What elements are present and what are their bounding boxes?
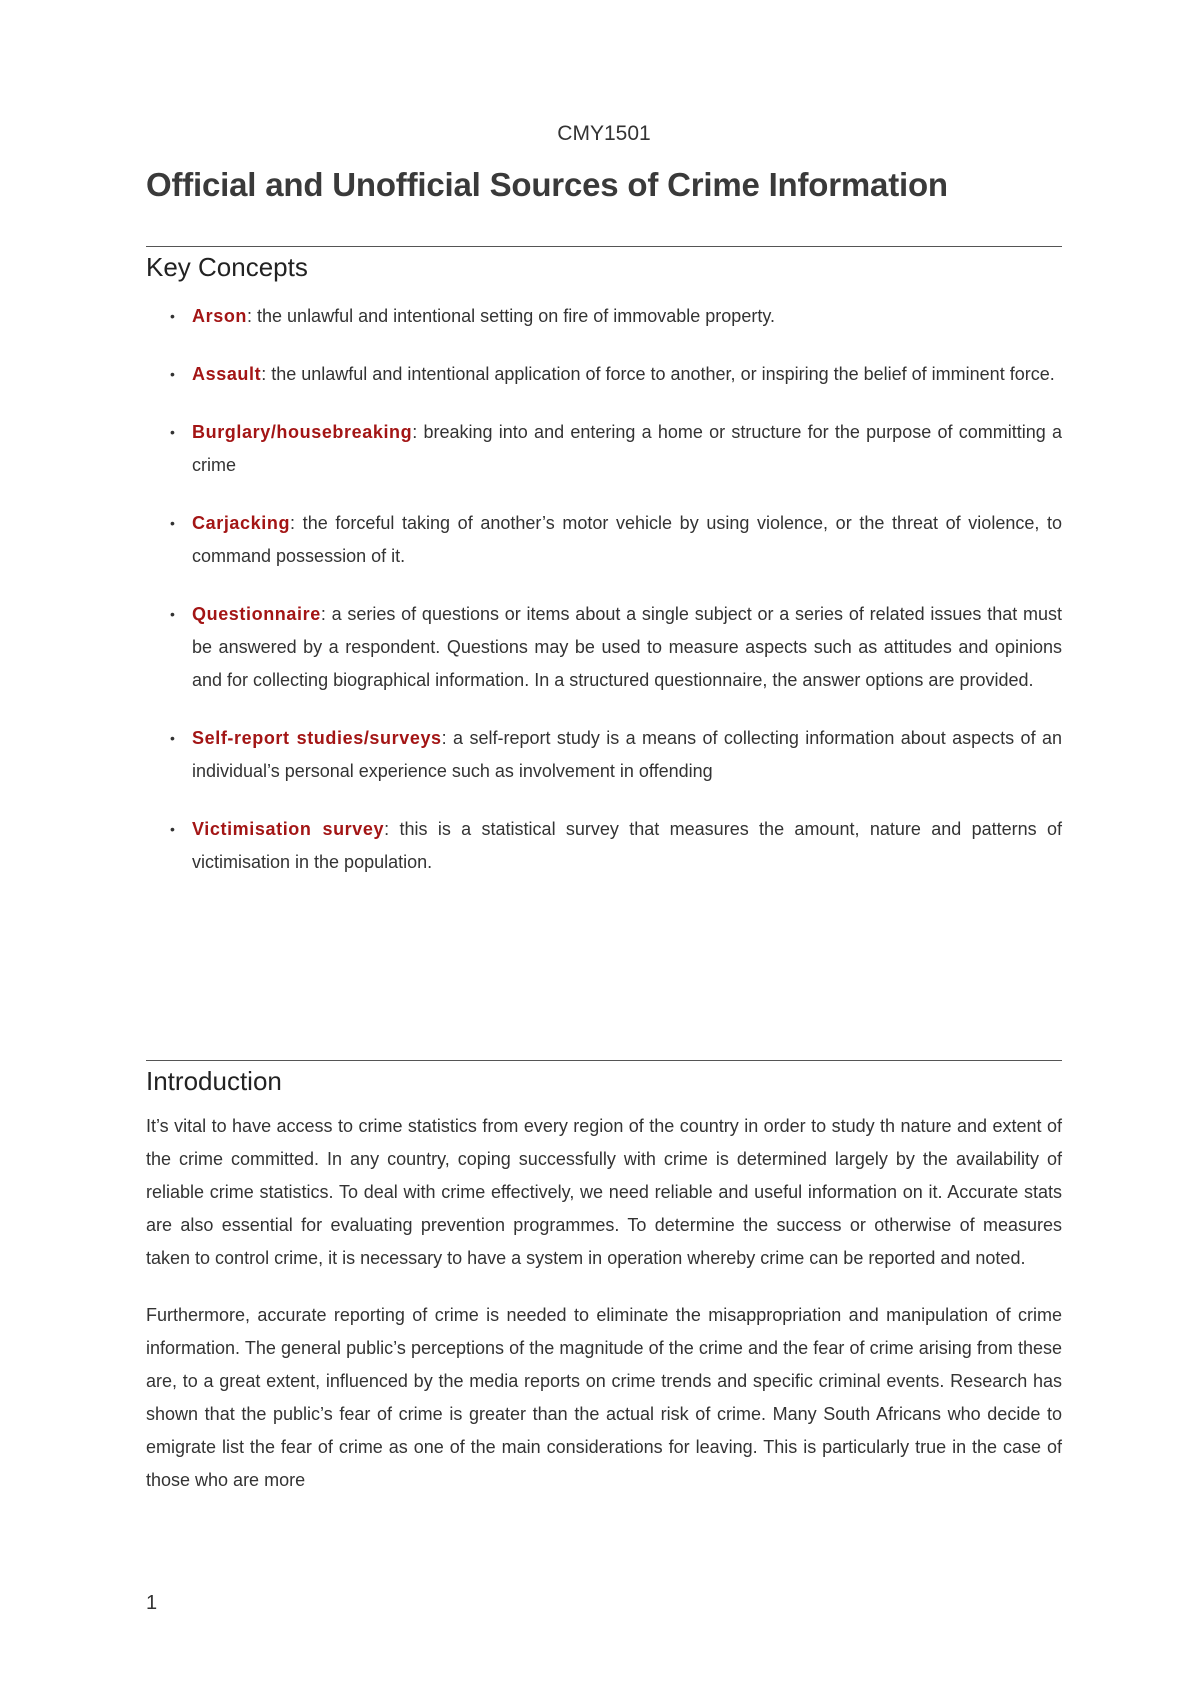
section-divider [146,246,1062,247]
page-number: 1 [146,1592,158,1614]
key-concepts-heading: Key Concepts [146,252,308,282]
concept-term: Assault [192,364,262,384]
bullet-icon: • [170,606,175,622]
concept-definition: : a self-report study is a means of collecting information about aspects of an individual’s personal experience such as involvement in offending [192,728,1062,781]
bullet-icon: • [170,366,175,382]
course-code: CMY1501 [557,122,651,145]
concept-term: Arson [192,306,248,326]
list-item [146,722,1062,788]
document-page [146,0,1062,1696]
concept-term: Victimisation survey [192,819,385,839]
introduction-heading: Introduction [146,1066,282,1096]
bullet-icon: • [170,730,175,746]
list-item [146,598,1062,697]
list-item [146,300,1062,333]
list-item [146,813,1062,879]
bullet-icon: • [170,424,175,440]
section-divider [146,1060,1062,1061]
key-concepts-list [146,300,1062,904]
concept-term: Self-report studies/surveys [192,728,442,748]
bullet-icon: • [170,821,175,837]
document-title: Official and Unofficial Sources of Crime Information [146,166,948,203]
list-item [146,416,1062,482]
bullet-icon: • [170,515,175,531]
introduction-body [146,1110,1062,1521]
introduction-paragraph: Furthermore, accurate reporting of crime is needed to eliminate the misappropriation and manipulation of crime information. The general public’s perceptions of the magnitude of the crime and the fear of crime arising from these are, to a great extent, influenced by the media reports on crime trends and specific criminal events. Research has shown that the public’s fear of crime is greater than the actual risk of crime. Many South Africans who decide to emigrate list the fear of crime as one of the main considerations for leaving. This is particularly true in the case of those who are more [146,1305,1062,1490]
concept-definition: : this is a statistical survey that measures the amount, nature and patterns of victimisation in the population. [192,819,1063,872]
concept-term: Carjacking [192,513,291,533]
introduction-paragraph: It’s vital to have access to crime statistics from every region of the country in order to study th nature and extent of the crime committed. In any country, coping successfully with crime is determined largely by the availability of reliable crime statistics. To deal with crime effectively, we need reliable and useful information on it. Accurate stats are also essential for evaluating prevention programmes. To determine the success or otherwise of measures taken to control crime, it is necessary to have a system in operation whereby crime can be reported and noted. [146,1116,1062,1268]
concept-term: Questionnaire [192,604,321,624]
concept-definition: : a series of questions or items about a single subject or a series of related issues that must be answered by a respondent. Questions may be used to measure aspects such as attitudes and opinions and for collecting biographical information. In a structured questionnaire, the answer options are provided. [192,604,1062,690]
concept-term: Burglary/housebreaking [192,422,413,442]
bullet-icon: • [170,308,175,324]
list-item [146,507,1062,573]
concept-definition: : the unlawful and intentional setting on fire of immovable property. [247,306,775,326]
concept-definition: : the unlawful and intentional application of force to another, or inspiring the belief of imminent force. [261,364,1055,384]
list-item [146,358,1062,391]
concept-definition: : the forceful taking of another’s motor vehicle by using violence, or the threat of violence, to command possession of it. [192,513,1062,566]
concept-definition: : breaking into and entering a home or structure for the purpose of committing a crime [192,422,1062,475]
